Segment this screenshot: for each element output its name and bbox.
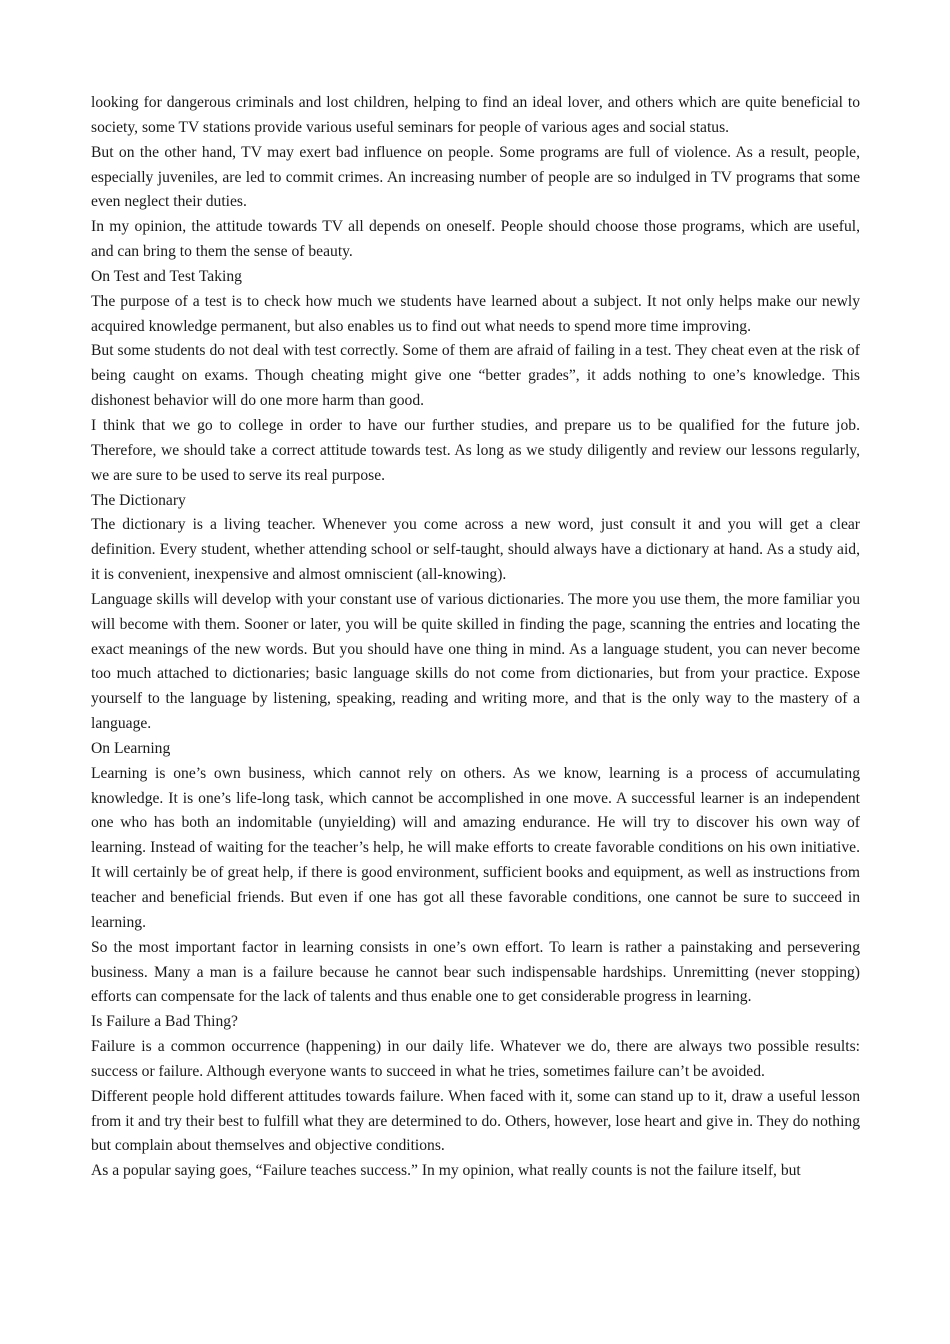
paragraph-failure-saying: As a popular saying goes, “Failure teaches success.” In my opinion, what really counts is not the failure itself, but — [91, 1162, 801, 1180]
paragraph-learning-effort: So the most important factor in learning consists in one’s own effort. To learn is rather a painstaking and persevering business. Many a man is a failure because he cannot bear such indispensable hardships. Unremitting (never stopping) efforts can compensate for the lack of talents and thus enable one to get considerable progress in learning. — [91, 938, 860, 1006]
heading-learning: On Learning — [91, 739, 171, 757]
paragraph-tv-benefits: looking for dangerous criminals and lost children, helping to find an ideal lover, and others which are quite beneficial to society, some TV stations provide various useful seminars for people of various ages and social status. — [91, 94, 860, 136]
paragraph-failure-occurrence: Failure is a common occurrence (happening) in our daily life. Whatever we do, there are always two possible results: success or failure. Although everyone wants to succeed in what he tries, sometimes failure can’t be avoided. — [91, 1038, 860, 1080]
paragraph-tv-opinion: In my opinion, the attitude towards TV all depends on oneself. People should choose those programs, which are useful, and can bring to them the sense of beauty. — [91, 218, 860, 261]
paragraph-dictionary-teacher: The dictionary is a living teacher. Whenever you come across a new word, just consult it and you will get a clear definition. Every student, whether attending school or self-taught, should always have a dictionary at hand. As a study aid, it is convenient, inexpensive and almost omniscient (all-knowing). — [91, 516, 860, 584]
paragraph-failure-attitudes: Different people hold different attitudes towards failure. When faced with it, some can stand up to it, draw a useful lesson from it and try their best to fulfill what they are determined to do. Others, however, lose heart and give in. They do nothing but complain about themselves and objective conditions. — [91, 1087, 860, 1155]
paragraph-dictionary-skills: Language skills will develop with your constant use of various dictionaries. The more you use them, the more familiar you will become with them. Sooner or later, you will be quite skilled in finding the page, scanning the entries and locating the exact meanings of the new words. But you should have one thing in mind. As a language student, you can never become too much attached to dictionaries; basic language skills do not come from dictionaries, but from your practice. Expose yourself to the language by listening, speaking, reading and writing more, and that is the only way to the mastery of a language. — [91, 590, 860, 733]
paragraph-tv-bad-influence: But on the other hand, TV may exert bad influence on people. Some programs are full of violence. As a result, people, especially juveniles, are led to commit crimes. An increasing number of people are so indulged in TV programs that some even neglect their duties. — [91, 143, 860, 211]
heading-failure: Is Failure a Bad Thing? — [91, 1013, 238, 1031]
paragraph-test-cheating: But some students do not deal with test correctly. Some of them are afraid of failing in a test. They cheat even at the risk of being caught on exams. Though cheating might give one “better grades”, it adds nothing to one’s knowledge. This dishonest behavior will do one more harm than good. — [91, 342, 860, 410]
paragraph-learning-business: Learning is one’s own business, which cannot rely on others. As we know, learning is a process of accumulating knowledge. It is one’s life-long task, which cannot be accomplished in one move. A successful learner is an independent one who has both an indomitable (unyielding) will and amazing endurance. He will try to discover his own way of learning. Instead of waiting for the teacher’s help, he will make efforts to create favorable conditions on his own initiative. It will certainly be of great help, if there is good environment, sufficient books and equipment, as well as instructions from teacher and beneficial friends. But even if one has got all these favorable conditions, one cannot be sure to succeed in learning. — [91, 764, 860, 931]
heading-test-taking: On Test and Test Taking — [91, 267, 242, 285]
document-page — [91, 91, 860, 1184]
paragraph-test-purpose: The purpose of a test is to check how much we students have learned about a subject. It not only helps make our newly acquired knowledge permanent, but also enables us to find out what needs to spend more time improving. — [91, 292, 860, 335]
paragraph-test-attitude: I think that we go to college in order to have our further studies, and prepare us to be qualified for the future job. Therefore, we should take a correct attitude towards test. As long as we study diligently and review our lessons regularly, we are sure to be used to serve its real purpose. — [91, 416, 860, 484]
heading-dictionary: The Dictionary — [91, 491, 186, 509]
